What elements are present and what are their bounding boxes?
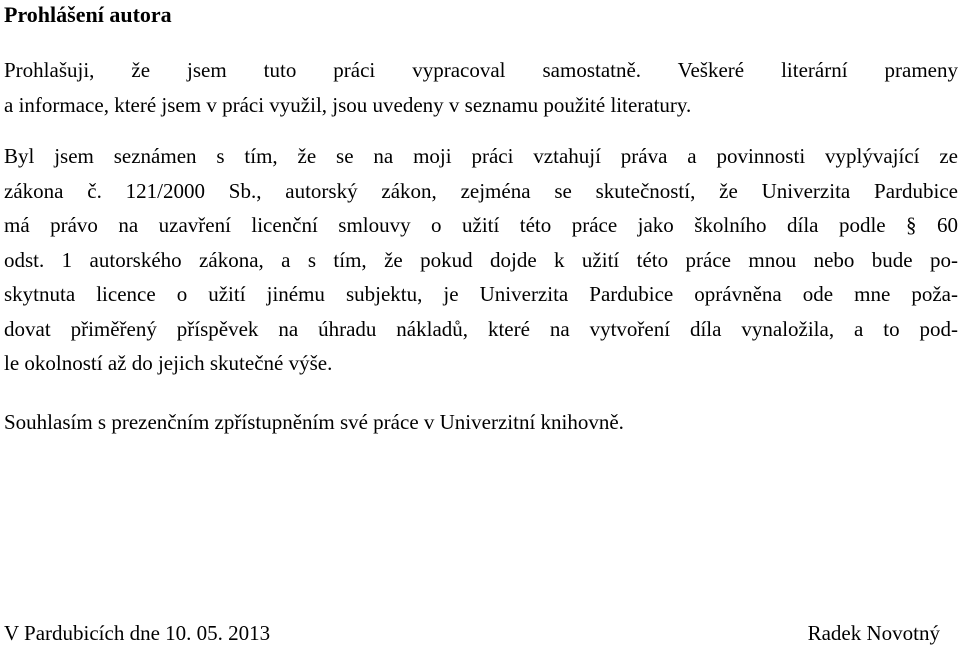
place-and-date: V Pardubicích dne 10. 05. 2013 (4, 621, 271, 645)
paragraph-consent (4, 405, 958, 440)
document-page (4, 0, 958, 650)
paragraph-declaration (4, 53, 958, 122)
text-line: Byl jsem seznámen s tím, že se na moji práci vztahují práva a povinnosti vyplývající ze (4, 144, 958, 168)
paragraph-copyright (4, 139, 958, 381)
text-line: le okolností až do jejich skutečné výše. (4, 351, 333, 375)
text-line: skytnuta licence o užití jinému subjektu, je Univerzita Pardubice oprávněna ode mne poža- (4, 282, 958, 306)
text-line: dovat přiměřený příspěvek na úhradu nákladů, které na vytvoření díla vynaložila, a to pod- (4, 316, 958, 341)
text-line: odst. 1 autorského zákona, a s tím, že pokud dojde k užití této práce mnou nebo bude po- (4, 247, 958, 272)
text-line: má právo na uzavření licenční smlouvy o užití této práce jako školního díla podle § 60 (4, 213, 958, 237)
page-title: Prohlášení autora (4, 2, 172, 27)
text-line: Prohlašuji, že jsem tuto práci vypracoval samostatně. Veškeré literární prameny (4, 58, 958, 82)
text-line: zákona č. 121/2000 Sb., autorský zákon, zejména se skutečností, že Univerzita Pardubice (4, 178, 958, 203)
text-line: a informace, které jsem v práci využil, jsou uvedeny v seznamu použité literatury. (4, 92, 692, 117)
text-line: Souhlasím s prezenčním zpřístupněním své práce v Univerzitní knihovně. (4, 410, 624, 434)
author-name: Radek Novotný (807, 621, 940, 645)
